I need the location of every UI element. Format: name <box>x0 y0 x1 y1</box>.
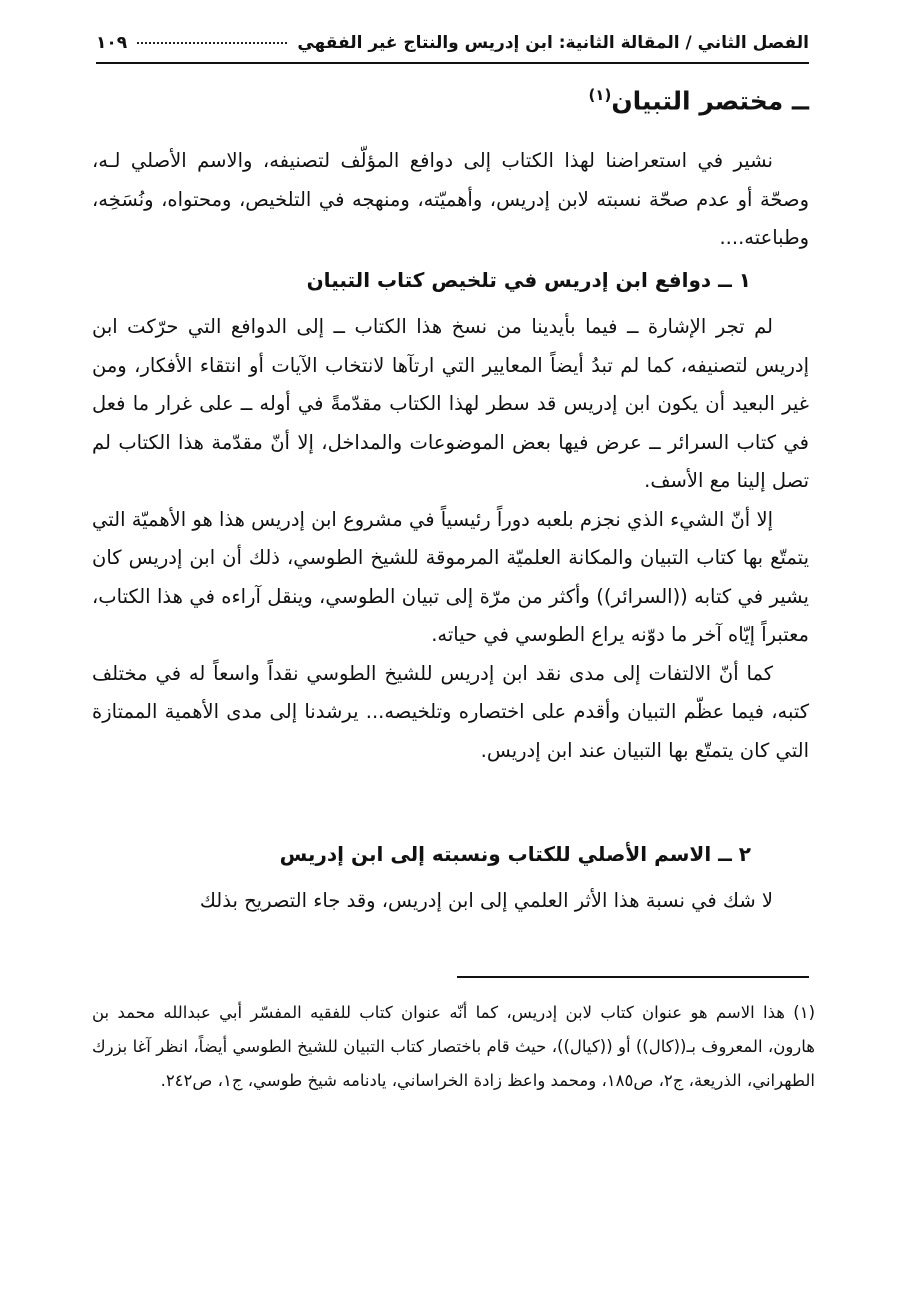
footnote-rule <box>457 976 809 978</box>
subsection-2-body <box>92 882 809 921</box>
paragraph: كما أنّ الالتفات إلى مدى نقد ابن إدريس للشيخ الطوسي نقداً واسعاً له في مختلف كتبه، فيما عظّم التبيان وأقدم على اختصاره وتلخيصه... يرشدنا إلى مدى الأهمية الممتازة التي كان يتمتّع بها التبيان عند ابن إدريس. <box>92 661 809 762</box>
header-rule <box>96 62 809 64</box>
subheading-1: ١ ــ دوافع ابن إدريس في تلخيص كتاب التبيان <box>306 268 751 292</box>
section-title-text: ــ مختصر التبيان <box>611 86 809 116</box>
subheading-2: ٢ ــ الاسم الأصلي للكتاب ونسبته إلى ابن إدريس <box>279 842 751 866</box>
header-leader-dots <box>137 42 287 44</box>
subsection-1-body <box>92 308 809 770</box>
page-number: ١٠٩ <box>96 33 128 53</box>
paragraph: لم تجر الإشارة ــ فيما بأيدينا من نسخ هذا الكتاب ــ إلى الدوافع التي حرّكت ابن إدريس لتصنيفه، كما لم تبدُ أيضاً المعايير التي ارتآها لانتخاب الآيات أو انتقاء الأفكار، ومن غير البعيد أن يكون ابن إدريس قد سطر لهذا الكتاب مقدّمةً في أوله ــ على غرار ما فعل في كتاب السرائر ــ عرض فيها بعض الموضوعات والمداخل، إلا أنّ مقدّمة هذا الكتاب لم تصل إلينا مع الأسف. <box>92 315 809 492</box>
footnote-text: (١) هذا الاسم هو عنوان كتاب لابن إدريس، كما أنّه عنوان كتاب للفقيه المفسّر أبي عبدالله محمد بن هارون، المعروف بـ((كال)) أو ((كيال))، حيث قام باختصار كتاب التبيان للشيخ الطوسي أيضاً، انظر آغا بزرك الطهراني، الذريعة، ج٢، ص١٨٥، ومحمد واعظ زادة الخراساني، يادنامه شيخ طوسي، ج١، ص٢٤٢. <box>92 1003 815 1090</box>
paragraph: إلا أنّ الشيء الذي نجزم بلعبه دوراً رئيسياً في مشروع ابن إدريس هذا هو الأهميّة التي يتمتّع بها كتاب التبيان والمكانة العلميّة المرموقة للشيخ الطوسي، ذلك أن ابن إدريس كان يشير في كتابه ((السرائر)) وأكثر من مرّة إلى تبيان الطوسي، وينقل آراءه في هذا الكتاب، معتبراً إيّاه آخر ما دوّنه يراع الطوسي في حياته. <box>92 507 809 646</box>
footnote <box>92 996 815 1098</box>
paragraph: لا شك في نسبة هذا الأثر العلمي إلى ابن إدريس، وقد جاء التصريح بذلك <box>199 889 773 912</box>
running-title: الفصل الثاني / المقالة الثانية: ابن إدريس والنتاج غير الفقهي <box>297 33 809 53</box>
footnote-ref[interactable]: (١) <box>588 86 612 104</box>
paragraph: نشير في استعراضنا لهذا الكتاب إلى دوافع المؤلّف لتصنيفه، والاسم الأصلي لـه، وصحّة أو عدم صحّة نسبته لابن إدريس، وأهميّته، ومنهجه في التلخيص، ومحتواه، ونُسَخِه، وطباعته.... <box>92 149 809 249</box>
running-header <box>96 28 809 58</box>
section-title <box>588 86 809 115</box>
intro-block <box>92 142 809 258</box>
